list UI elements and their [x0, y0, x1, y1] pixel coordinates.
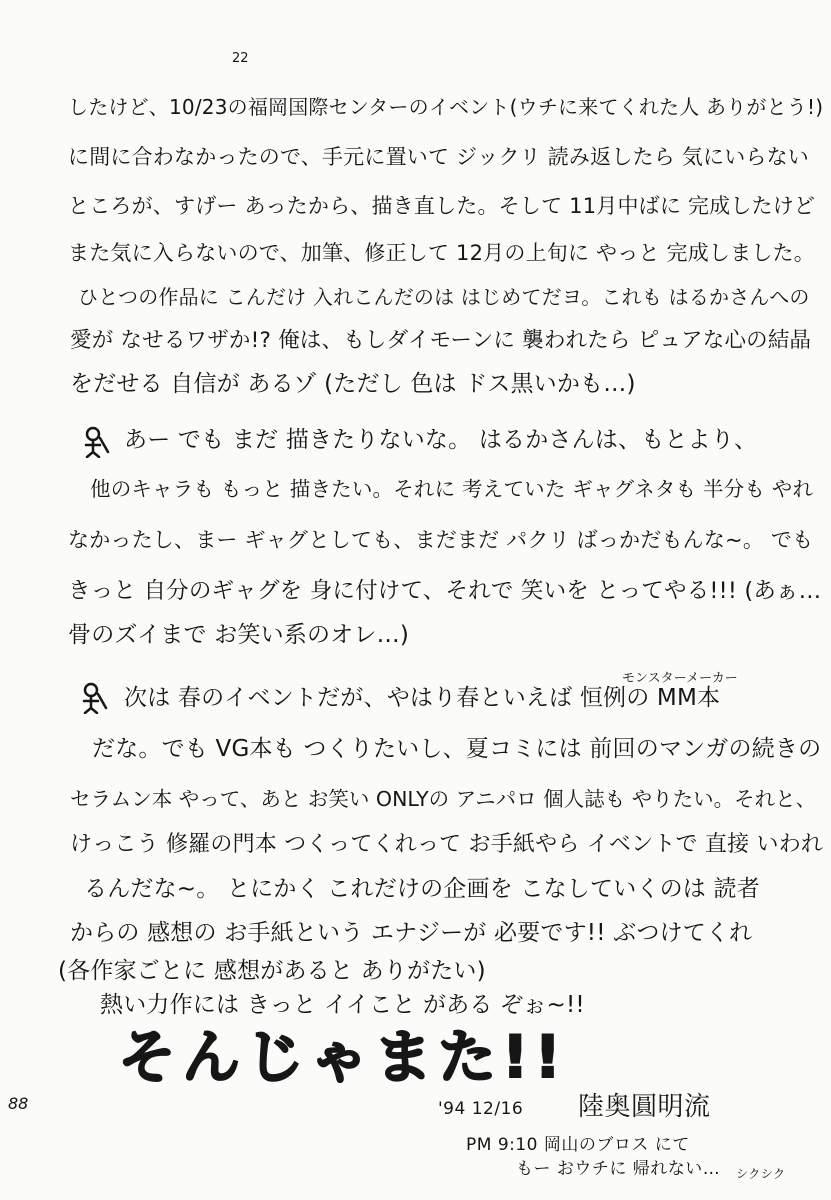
- signature-author: 陸奥圓明流: [578, 1092, 711, 1122]
- text-line: (各作家ごとに 感想があると ありがたい): [58, 958, 486, 984]
- text-line: 他のキャラも もっと 描きたい。それに 考えていた ギャグネタも 半分も やれ: [90, 477, 814, 501]
- text-line: 骨のズイまで お笑い系のオレ…): [68, 622, 410, 648]
- text-line: ところが、すげー あったから、描き直した。そして 11月中ばに 完成したけど: [68, 194, 816, 218]
- page-number: 88: [8, 1094, 29, 1113]
- signature-location: PM 9:10 岡山のブロス にて: [466, 1135, 690, 1155]
- stick-figure-icon: [82, 426, 112, 465]
- text-line: からの 感想の お手紙という エナジーが 必要です!! ぶつけてくれ: [70, 920, 753, 946]
- signature-sob: シクシク: [736, 1167, 786, 1181]
- text-line: けっこう 修羅の門本 つくってくれって お手紙やら イベントで 直接 いわれ: [70, 832, 824, 857]
- text-line: したけど、10/23の福岡国際センターのイベント(ウチに来てくれた人 ありがとう!): [68, 95, 824, 119]
- signature-trailer: もー おウチに 帰れない…: [516, 1159, 721, 1179]
- text-line: きっと 自分のギャグを 身に付けて、それで 笑いを とってやる!!! (あぁ…: [68, 578, 822, 604]
- text-line: だな。でも VG本も つくりたいし、夏コミには 前回のマンガの続きの: [92, 736, 822, 762]
- text-line: また気に入らないので、加筆、修正して 12月の上旬に やっと 完成しました。: [68, 241, 815, 265]
- text-line: ひとつの作品に こんだけ 入れこんだのは はじめてだヨ。これも はるかさんへの: [78, 285, 810, 309]
- text-line: セラムン本 やって、あと お笑い ONLYの アニパロ 個人誌も やりたい。それと、: [70, 787, 817, 811]
- signature-date: '94 12/16: [438, 1099, 524, 1119]
- text-line: 愛が なせるワザか!? 俺は、もしダイモーンに 襲われたら ピュアな心の結晶: [70, 328, 812, 353]
- text-line: に間に合わなかったので、手元に置いて ジックリ 読み返したら 気にいらない: [68, 145, 810, 169]
- ruby-annotation: モンスターメーカー: [622, 671, 738, 686]
- date-correction: 22: [232, 51, 249, 66]
- text-line: なかったし、まー ギャグとしても、まだまだ パクリ ばっかだもんな~。 でも: [68, 528, 814, 552]
- text-line: をだせる 自信が あるゾ (ただし 色は ドス黒いかも…): [70, 371, 636, 397]
- text-line: あー でも まだ 描きたりないな。 はるかさんは、もとより、: [124, 427, 758, 453]
- text-line: るんだな~。 とにかく これだけの企画を こなしていくのは 読者: [84, 876, 760, 902]
- farewell-heading: そんじゃまた!!: [118, 1023, 567, 1091]
- text-line: 次は 春のイベントだが、やはり春といえば 恒例の MM本: [124, 685, 721, 711]
- stick-figure-icon: [80, 682, 110, 721]
- text-line: 熱い力作には きっと イイこと がある ぞぉ~!!: [100, 992, 585, 1018]
